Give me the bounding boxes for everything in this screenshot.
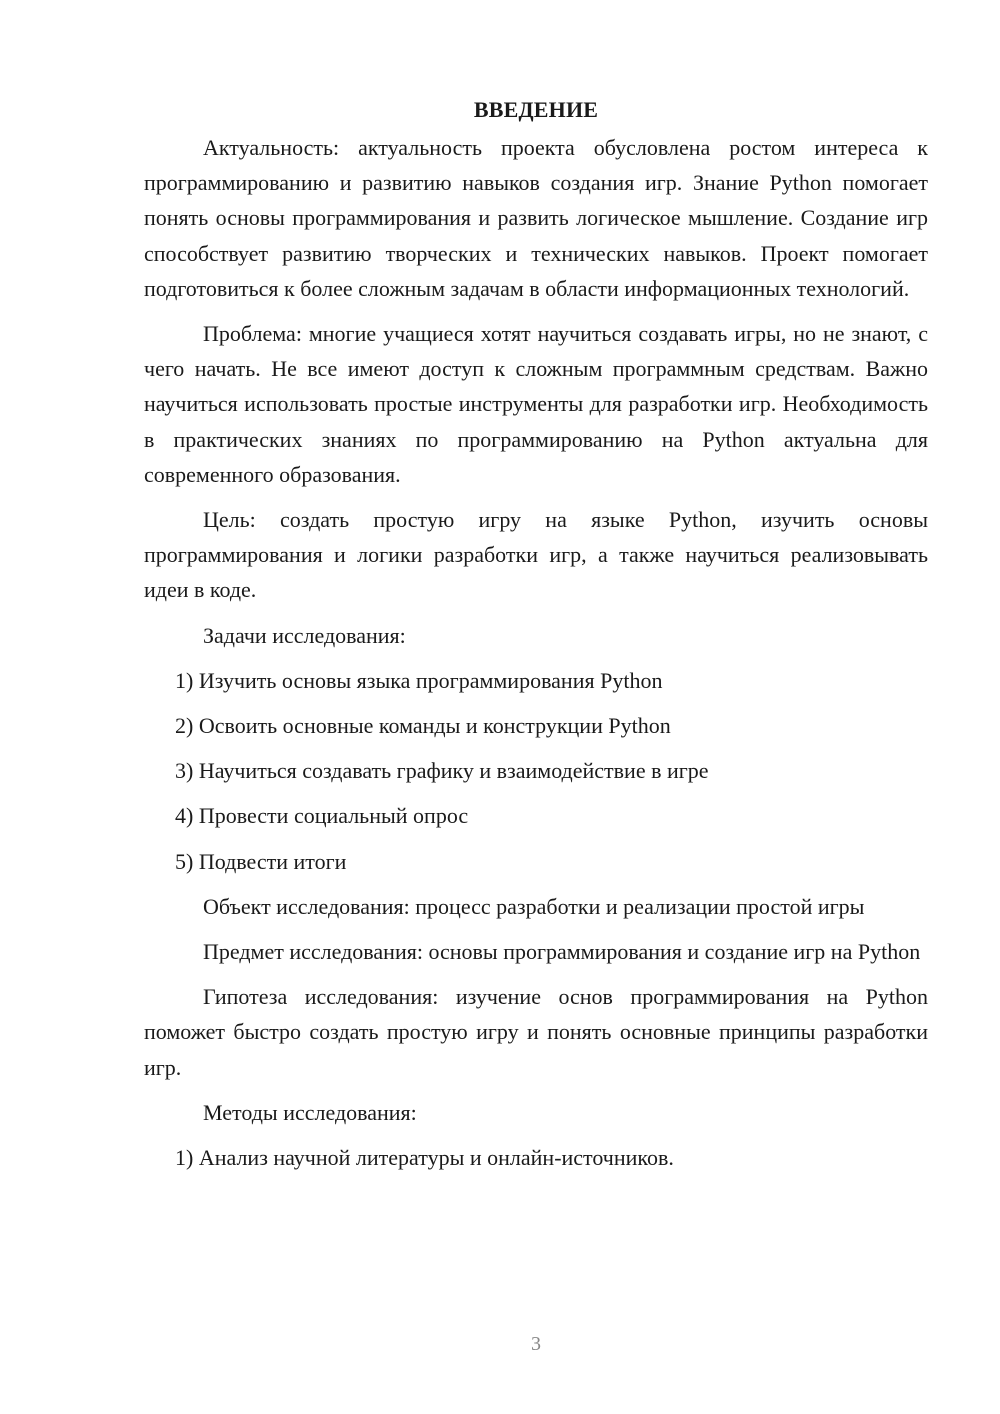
hypothesis-paragraph: Гипотеза исследования: изучение основ программирования на Python поможет быстро создать простую игру и понять основные принципы разработки игр. <box>144 984 928 1080</box>
list-item: 1) Анализ научной литературы и онлайн-источников. <box>175 1145 674 1171</box>
list-item: 3) Научиться создавать графику и взаимодействие в игре <box>175 758 709 784</box>
object-paragraph: Объект исследования: процесс разработки и реализации простой игры <box>203 893 865 919</box>
methods-list <box>144 1140 928 1175</box>
subject-paragraph: Предмет исследования: основы программирования и создание игр на Python <box>203 939 921 965</box>
problem-paragraph: Проблема: многие учащиеся хотят научиться создавать игры, но не знают, с чего начать. Не все имеют доступ к сложным программным средствам. Важно научиться использовать простые инструменты для разработки игр. Необходимость в практических знаниях по программированию на Python актуальна для современного образования. <box>144 321 928 487</box>
page-number: 3 <box>531 1333 541 1355</box>
tasks-heading: Задачи исследования: <box>203 622 406 648</box>
document-page <box>144 92 928 1185</box>
relevance-paragraph: Актуальность: актуальность проекта обусловлена ростом интереса к программированию и развитию навыков создания игр. Знание Python помогает понять основы программирования и развить логическое мышление. Создание игр способствует развитию творческих и технических навыков. Проект помогает подготовиться к более сложным задачам в области информационных технологий. <box>144 135 928 301</box>
list-item: 5) Подвести итоги <box>175 848 347 874</box>
list-item: 4) Провести социальный опрос <box>175 803 469 829</box>
list-item: 2) Освоить основные команды и конструкции Python <box>175 713 671 739</box>
tasks-list <box>144 663 928 879</box>
methods-heading: Методы исследования: <box>203 1099 417 1125</box>
list-item: 1) Изучить основы языка программирования Python <box>175 667 663 693</box>
document-title: ВВЕДЕНИЕ <box>473 97 599 122</box>
goal-paragraph: Цель: создать простую игру на языке Python, изучить основы программирования и логики разработки игр, а также научиться реализовывать идеи в коде. <box>144 507 928 603</box>
